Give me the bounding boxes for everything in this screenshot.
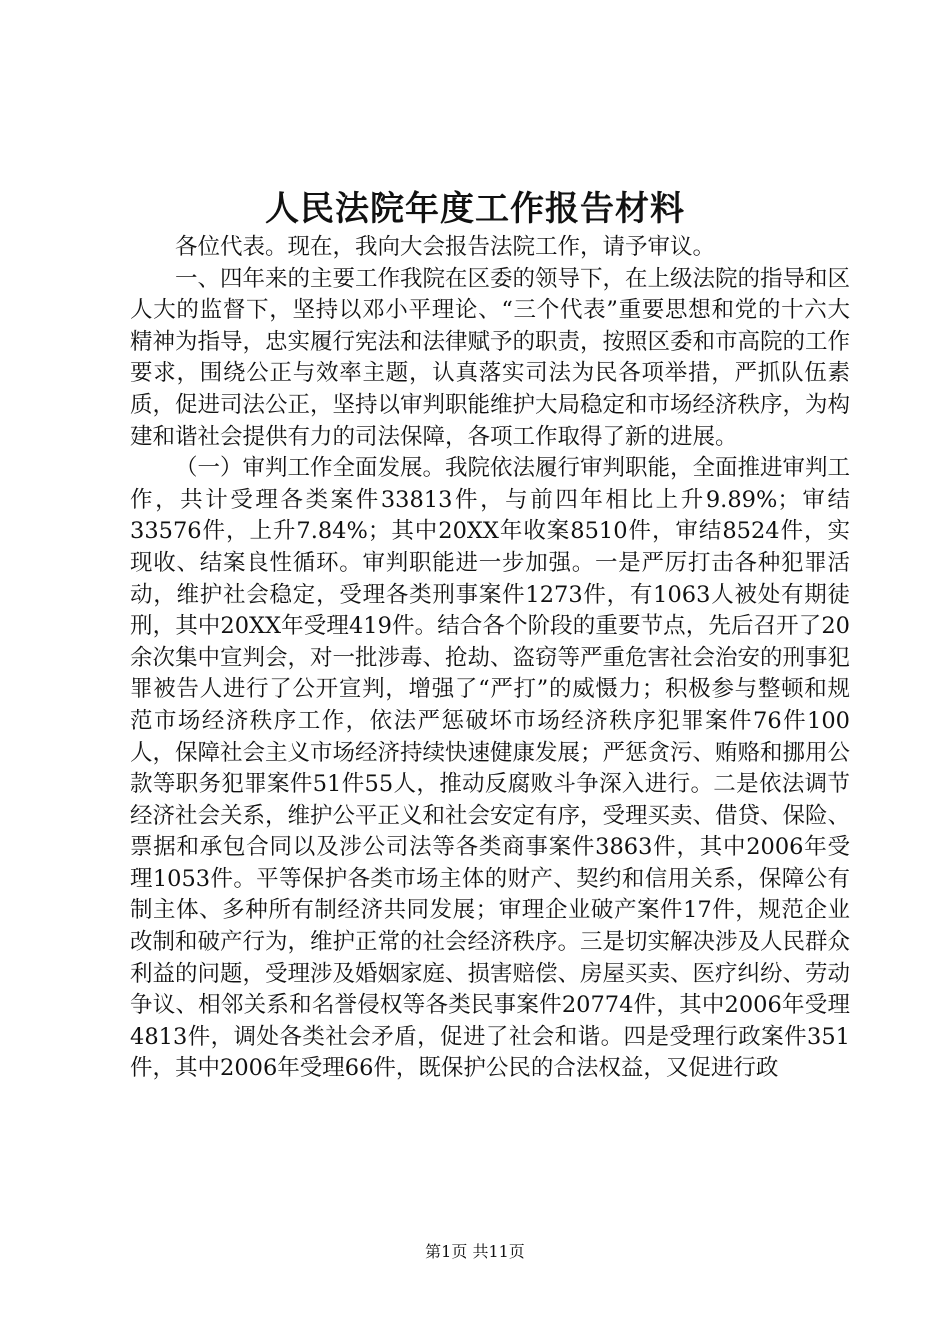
- paragraph-greeting: 各位代表。现在，我向大会报告法院工作，请予审议。: [175, 234, 716, 260]
- document-body: [130, 232, 850, 1085]
- document-title: 人民法院年度工作报告材料: [265, 189, 685, 229]
- paragraph-trial-work: （一）审判工作全面发展。我院依法履行审判职能，全面推进审判工作，共计受理各类案件33813件，与前四年相比上升9.89%；审结33576件，上升7.84%；其中20XX年收案8510件，审结8524件，实现收、结案良性循环。审判职能进一步加强。一是严厉打击各种犯罪活动，维护社会稳定，受理各类刑事案件1273件，有1063人被处有期徒刑，其中20XX年受理419件。结合各个阶段的重要节点，先后召开了20余次集中宣判会，对一批涉毒、抢劫、盗窃等严重危害社会治安的刑事犯罪被告人进行了公开宣判，增强了“严打”的威慑力；积极参与整顿和规范市场经济秩序工作，依法严惩破坏市场经济秩序犯罪案件76件100人，保障社会主义市场经济持续快速健康发展；严惩贪污、贿赂和挪用公款等职务犯罪案件51件55人，推动反腐败斗争深入进行。二是依法调节经济社会关系，维护公平正义和社会安定有序，受理买卖、借贷、保险、票据和承包合同以及涉公司法等各类商事案件3863件，其中2006年受理1053件。平等保护各类市场主体的财产、契约和信用关系，保障公有制主体、多种所有制经济共同发展；审理企业破产案件17件，规范企业改制和破产行为，维护正常的社会经济秩序。三是切实解决涉及人民群众利益的问题，受理涉及婚姻家庭、损害赔偿、房屋买卖、医疗纠纷、劳动争议、相邻关系和名誉侵权等各类民事案件20774件，其中2006年受理4813件，调处各类社会矛盾，促进了社会和谐。四是受理行政案件351件，其中2006年受理66件，既保护公民的合法权益，又促进行政: [130, 455, 851, 1082]
- paragraph-main-work: 一、四年来的主要工作我院在区委的领导下，在上级法院的指导和区人大的监督下，坚持以邓小平理论、“三个代表”重要思想和党的十六大精神为指导，忠实履行宪法和法律赋予的职责，按照区委和市高院的工作要求，围绕公正与效率主题，认真落实司法为民各项举措，严抓队伍素质，促进司法公正，坚持以审判职能维护大局稳定和市场经济秩序，为构建和谐社会提供有力的司法保障，各项工作取得了新的进展。: [130, 265, 851, 450]
- page-number-footer: 第1页 共11页: [425, 1242, 525, 1261]
